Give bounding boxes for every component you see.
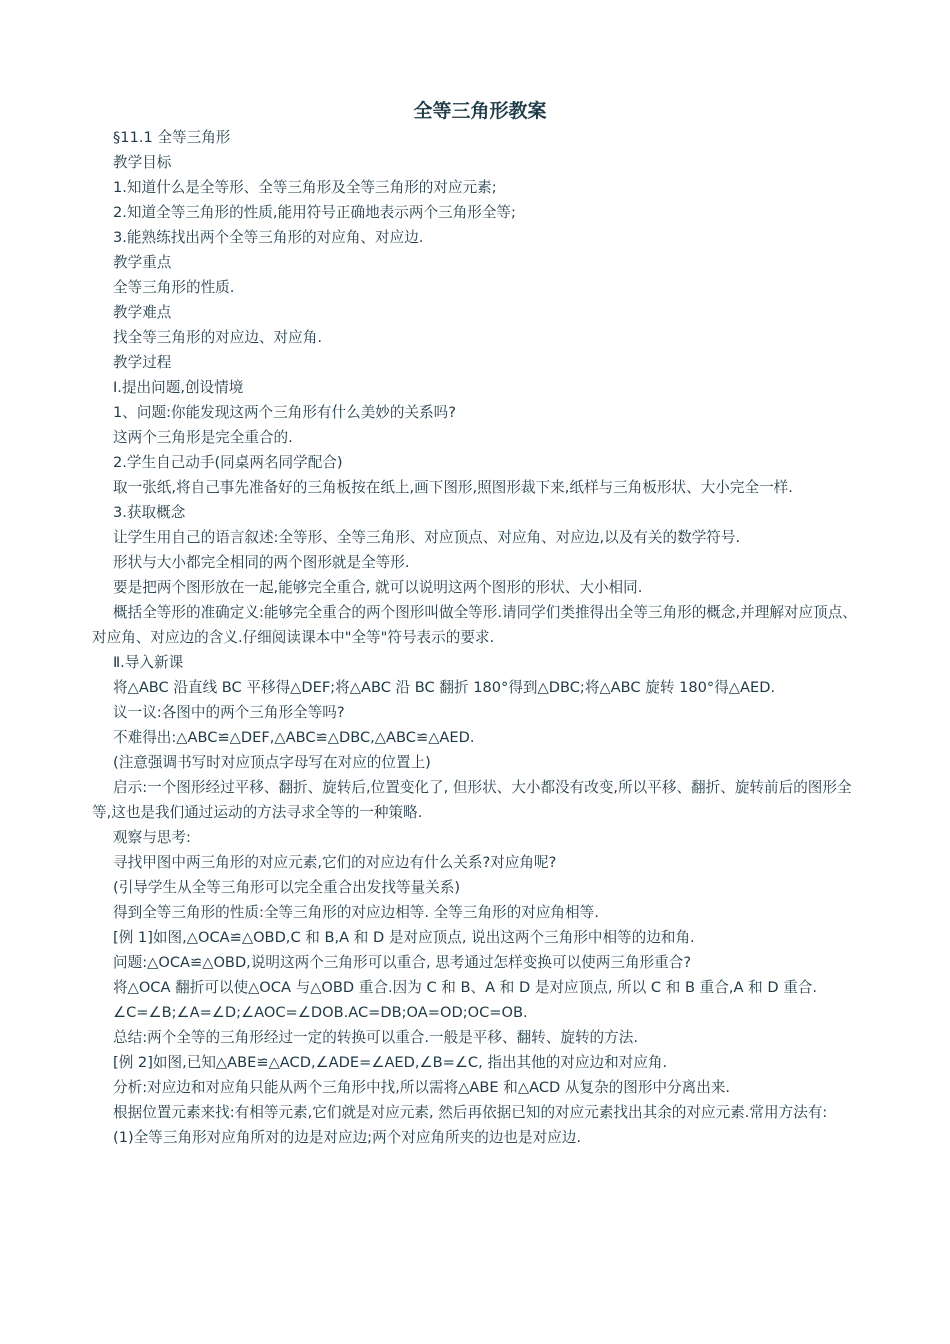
paragraph: 1.知道什么是全等形、全等三角形及全等三角形的对应元素; [113,179,497,196]
paragraph: 观察与思考: [113,829,191,846]
paragraph: 找全等三角形的对应边、对应角. [113,329,322,346]
paragraph: 概括全等形的准确定义:能够完全重合的两个图形叫做全等形.请同学们类推得出全等三角形的概念,并理解对应顶点、对应角、对应边的含义.仔细阅读课本中"全等"符号表示的要求. [92,604,857,646]
paragraph: 将△ABC 沿直线 BC 平移得△DEF;将△ABC 沿 BC 翻折 180°得到△DBC;将△ABC 旋转 180°得△AED. [113,679,776,696]
paragraph: 总结:两个全等的三角形经过一定的转换可以重合.一般是平移、翻转、旋转的方法. [113,1029,638,1046]
paragraph: 教学过程 [113,354,172,371]
paragraph: 问题:△OCA≌△OBD,说明这两个三角形可以重合, 思考通过怎样变换可以使两三角形重合? [113,954,692,971]
document-title: 全等三角形教案 [413,100,547,122]
paragraph: 分析:对应边和对应角只能从两个三角形中找,所以需将△ABE 和△ACD 从复杂的图形中分离出来. [113,1079,731,1096]
paragraph: 取一张纸,将自己事先准备好的三角板按在纸上,画下图形,照图形裁下来,纸样与三角板形状、大小完全一样. [113,479,793,496]
paragraph: §11.1 全等三角形 [113,129,231,146]
paragraph: 要是把两个图形放在一起,能够完全重合, 就可以说明这两个图形的形状、大小相同. [113,579,643,596]
paragraph: [例 2]如图,已知△ABE≌△ACD,∠ADE=∠AED,∠B=∠C, 指出其他的对应边和对应角. [113,1054,668,1071]
paragraph: 形状与大小都完全相同的两个图形就是全等形. [113,554,410,571]
document-body [92,125,862,1150]
paragraph: 这两个三角形是完全重合的. [113,429,293,446]
paragraph: Ⅰ.提出问题,创设情境 [113,379,244,396]
paragraph: 议一议:各图中的两个三角形全等吗? [113,704,345,721]
paragraph: 启示:一个图形经过平移、翻折、旋转后,位置变化了, 但形状、大小都没有改变,所以平移、翻折、旋转前后的图形全等,这也是我们通过运动的方法寻求全等的一种策略. [92,779,852,821]
paragraph: 让学生用自己的语言叙述:全等形、全等三角形、对应顶点、对应角、对应边,以及有关的数学符号. [113,529,741,546]
paragraph: 3.能熟练找出两个全等三角形的对应角、对应边. [113,229,424,246]
paragraph: (1)全等三角形对应角所对的边是对应边;两个对应角所夹的边也是对应边. [113,1129,582,1146]
paragraph: 寻找甲图中两三角形的对应元素,它们的对应边有什么关系?对应角呢? [113,854,557,871]
paragraph: (引导学生从全等三角形可以完全重合出发找等量关系) [113,879,461,896]
paragraph: 全等三角形的性质. [113,279,235,296]
paragraph: [例 1]如图,△OCA≌△OBD,C 和 B,A 和 D 是对应顶点, 说出这两个三角形中相等的边和角. [113,929,695,946]
paragraph: Ⅱ.导入新课 [113,654,184,671]
paragraph: 不难得出:△ABC≌△DEF,△ABC≌△DBC,△ABC≌△AED. [113,729,475,746]
paragraph: 教学重点 [113,254,172,271]
paragraph: 将△OCA 翻折可以使△OCA 与△OBD 重合.因为 C 和 B、A 和 D 是对应顶点, 所以 C 和 B 重合,A 和 D 重合. [113,979,818,996]
paragraph: 2.知道全等三角形的性质,能用符号正确地表示两个三角形全等; [113,204,516,221]
paragraph: 2.学生自己动手(同桌两名同学配合) [113,454,343,471]
paragraph: 得到全等三角形的性质:全等三角形的对应边相等. 全等三角形的对应角相等. [113,904,599,921]
paragraph: 1、问题:你能发现这两个三角形有什么美妙的关系吗? [113,404,457,421]
paragraph: 根据位置元素来找:有相等元素,它们就是对应元素, 然后再依据已知的对应元素找出其余的对应元素.常用方法有: [113,1104,828,1121]
paragraph: 教学目标 [113,154,172,171]
paragraph: 教学难点 [113,304,172,321]
paragraph: 3.获取概念 [113,504,186,521]
paragraph: (注意强调书写时对应顶点字母写在对应的位置上) [113,754,431,771]
paragraph: ∠C=∠B;∠A=∠D;∠AOC=∠DOB.AC=DB;OA=OD;OC=OB. [113,1004,528,1021]
